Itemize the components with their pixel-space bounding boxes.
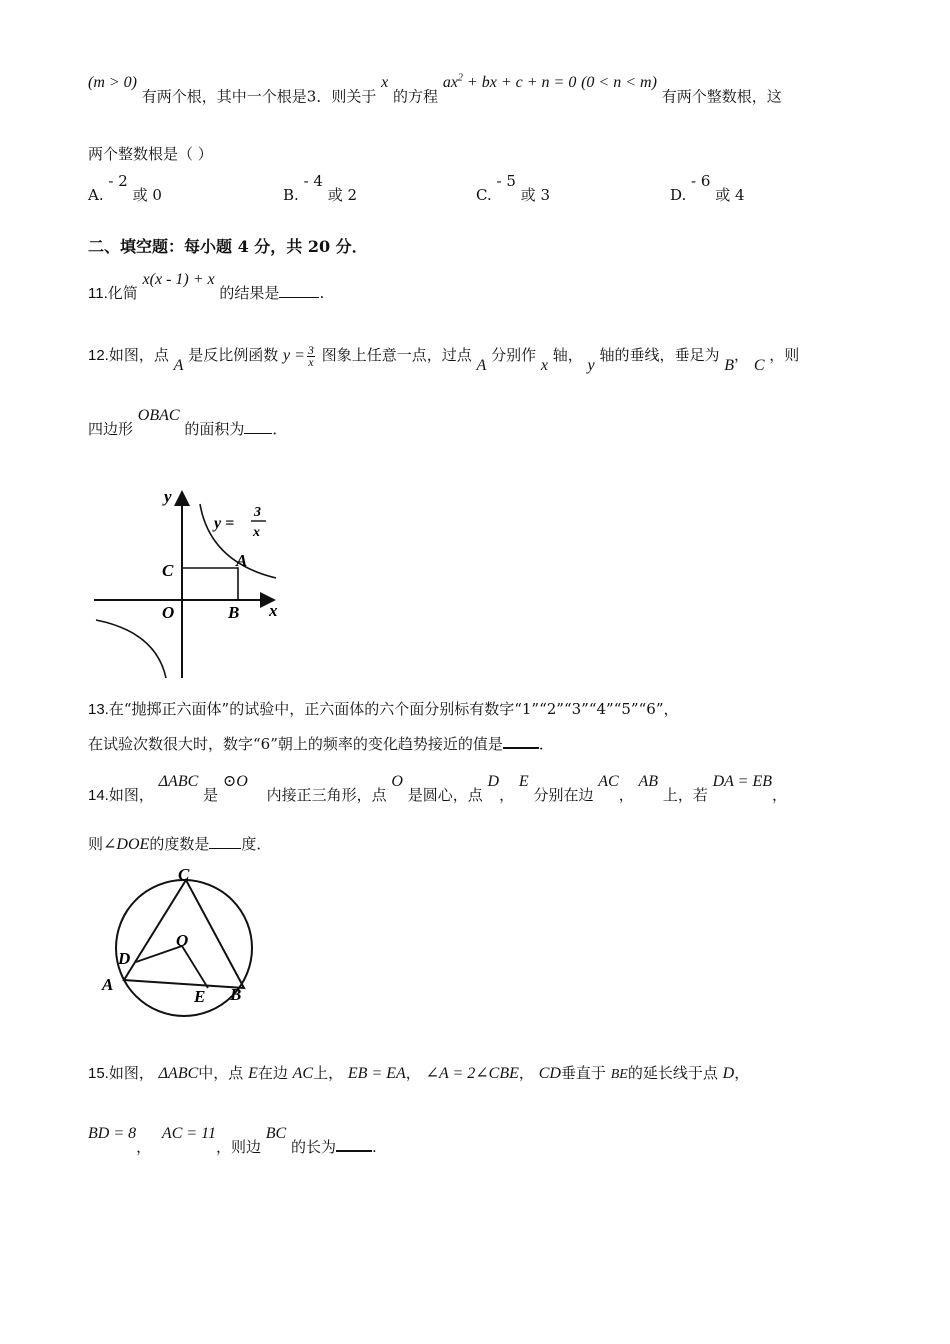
- q13-line2: 在试验次数很大时，数字“6”朝上的频率的变化趋势接近的值是 ．: [88, 735, 554, 753]
- fig-label-b: B: [228, 603, 240, 622]
- fig-label-a: A: [236, 551, 248, 570]
- q10-option-b: B. - 4 或 2: [283, 172, 358, 204]
- fig2-label-a: A: [102, 975, 114, 994]
- q12-blank: [244, 419, 272, 434]
- q10-line2: 两个整数根是（ ）: [88, 145, 213, 163]
- fig2-label-e: E: [194, 987, 206, 1006]
- q12-figure: [86, 482, 306, 682]
- fig2-label-b: B: [230, 985, 242, 1004]
- fig2-label-o: O: [176, 931, 189, 950]
- q10-text2: 的方程: [393, 87, 439, 106]
- q11-expression: x(x - 1) + x: [142, 271, 215, 288]
- fig-label-y: y: [164, 487, 172, 506]
- q10-text1: 有两个根，其中一个根是3．则关于: [141, 87, 377, 106]
- fig-label-x: x: [269, 601, 278, 620]
- q14-line2: 则∠DOE的度数是 度．: [88, 835, 272, 853]
- q10-var-x: x: [381, 74, 389, 92]
- q13-blank: [503, 733, 539, 749]
- hyperbola-branch-2: [96, 620, 166, 678]
- q14-blank: [209, 834, 241, 849]
- q14-line1: 14.如图， ΔABC 是 ⊙O 内接正三角形，点 O 是圆心，点 D， E 分别在边 AC， AB 上，若 DA = EB，: [88, 773, 788, 804]
- fig-eq-n: 3: [254, 505, 261, 520]
- q10-equation: $ax^2$ + bx + c + n = 0: [442, 73, 577, 92]
- q12-fraction: $\frac{3}{x}$: [307, 342, 314, 369]
- q12-quad: OBAC: [137, 407, 180, 424]
- q12-line2: 四边形 OBAC 的面积为 ．: [88, 407, 288, 438]
- q10-option-a: A. - 2 或 0: [88, 172, 162, 204]
- q13-line1: 13.在“抛掷正六面体”的试验中，正六面体的六个面分别标有数字“1”“2”“3”“4”“5”“6”，: [88, 700, 679, 718]
- q15-line1: 15.如图， ΔABC中，点 E在边 AC上， EB = EA， ∠A = 2∠CBE， CD垂直于 BE的延长线于点 D，: [88, 1064, 750, 1082]
- q15-line2: BD = 8， AC = 11，则边 BC 的长为 .: [88, 1125, 377, 1156]
- q10-option-c: C. - 5 或 3: [476, 172, 550, 204]
- q10-line1: [88, 73, 782, 108]
- q10-text3: 有两个整数根，这: [661, 87, 782, 106]
- fig-eq-d: x: [253, 525, 260, 540]
- q10-option-d: D. - 6 或 4: [670, 172, 745, 204]
- q14-figure: [96, 866, 266, 1026]
- q10-cond2: (0 < n < m): [581, 74, 657, 92]
- fig2-label-c: C: [178, 866, 190, 884]
- q15-blank: [336, 1136, 372, 1152]
- fig-eq-y: y =: [214, 515, 235, 532]
- q10-cond1: (m > 0): [88, 74, 138, 92]
- perpendicular-lines: [182, 568, 238, 600]
- q12-line1: 12.如图，点 A 是反比例函数 y = $\frac{3}{x}$ 图象上任意一点，过点 A 分别作 x 轴， y 轴的垂线，垂足为 B， C ，则: [88, 342, 800, 374]
- fig2-label-d: D: [118, 949, 131, 968]
- fig-label-o: O: [162, 603, 175, 622]
- fig-label-c: C: [162, 561, 174, 580]
- q11: 11.化简 x(x - 1) + x 的结果是 .: [88, 271, 325, 302]
- section2-title: 二、填空题：每小题 4 分，共 20 分．: [88, 237, 368, 256]
- q11-blank: [279, 283, 319, 298]
